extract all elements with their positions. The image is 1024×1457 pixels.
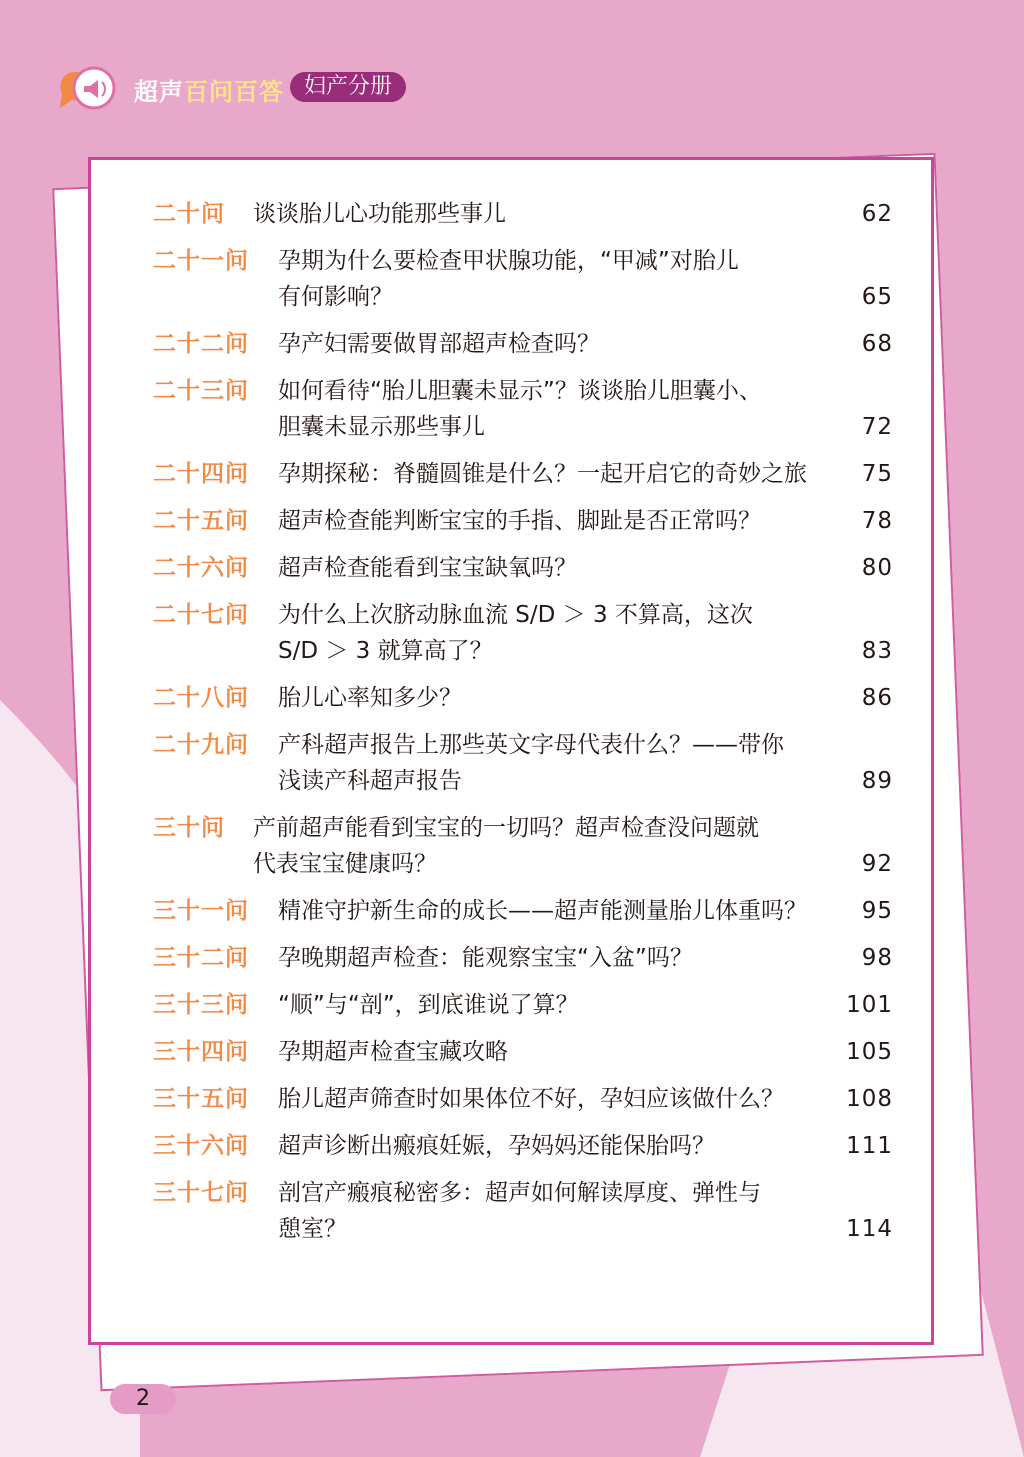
toc-line: [153, 727, 893, 763]
toc-line: [153, 1211, 893, 1247]
dot-leader: [522, 196, 837, 232]
toc-line: [153, 196, 893, 232]
dot-leader: [729, 1128, 837, 1164]
page-leader: [414, 279, 893, 315]
dot-leader: [783, 503, 837, 539]
dot-leader: [711, 940, 837, 976]
page-ref: 105: [846, 1039, 893, 1065]
question-title: 浅读产科超声报告: [278, 768, 462, 794]
toc-line: [153, 763, 893, 799]
toc-line: [153, 940, 893, 976]
toc-line: [153, 1034, 893, 1070]
question-number: 三十问: [153, 815, 225, 841]
toc-line: [153, 597, 893, 633]
page-ref: 83: [861, 638, 893, 664]
toc-line: [153, 846, 893, 882]
question-title: 产科超声报告上那些英文字母代表什么？——带你: [278, 732, 784, 758]
question-title: 代表宝宝健康吗？: [253, 851, 437, 877]
table-of-contents: [153, 196, 893, 1258]
page-ref: 72: [861, 414, 893, 440]
dot-leader: [477, 763, 837, 799]
toc-line: [153, 1081, 893, 1117]
toc-line: [153, 1128, 893, 1164]
question-title: S/D ＞ 3 就算高了？: [278, 638, 493, 664]
toc-entry[interactable]: [153, 940, 893, 976]
page-ref: 98: [861, 945, 893, 971]
dot-leader: [504, 409, 837, 445]
page-leader: [801, 1081, 893, 1117]
toc-entry[interactable]: [153, 456, 893, 492]
page-leader: [819, 893, 893, 929]
page-leader: [522, 1034, 893, 1070]
toc-entry[interactable]: [153, 1128, 893, 1164]
question-number: 二十四问: [153, 461, 249, 487]
dot-leader: [522, 1034, 837, 1070]
question-title: 超声诊断出瘢痕妊娠，孕妈妈还能保胎吗？: [278, 1133, 715, 1159]
question-number: 三十五问: [153, 1086, 249, 1112]
toc-line: [153, 987, 893, 1023]
dot-leader: [594, 987, 837, 1023]
dot-leader: [819, 893, 837, 929]
question-title: 产前超声能看到宝宝的一切吗？超声检查没问题就: [253, 815, 759, 841]
toc-entry[interactable]: [153, 987, 893, 1023]
toc-line: [153, 279, 893, 315]
page-ref: 78: [861, 508, 893, 534]
page-leader: [477, 763, 893, 799]
toc-entry[interactable]: [153, 326, 893, 362]
question-title: 精准守护新生命的成长——超声能测量胎儿体重吗？: [278, 898, 807, 924]
page-leader: [594, 987, 893, 1023]
page-leader: [711, 940, 893, 976]
question-title: 孕期为什么要检查甲状腺功能，“甲减”对胎儿: [278, 248, 739, 274]
toc-entry[interactable]: [153, 1081, 893, 1117]
toc-entry[interactable]: [153, 373, 893, 445]
toc-entry[interactable]: [153, 597, 893, 669]
question-title: 有何影响？: [278, 284, 393, 310]
page-leader: [459, 846, 893, 882]
page-leader: [477, 680, 893, 716]
toc-entry[interactable]: [153, 1175, 893, 1247]
page-ref: 92: [861, 851, 893, 877]
page-leader: [729, 1128, 893, 1164]
page-ref: 68: [861, 331, 893, 357]
page-ref: 108: [846, 1086, 893, 1112]
page-ref: 62: [861, 201, 893, 227]
toc-line: [153, 893, 893, 929]
chat-bubble-logo-icon: [56, 66, 120, 116]
question-title: 为什么上次脐动脉血流 S/D ＞ 3 不算高，这次: [278, 602, 753, 628]
question-number: 二十八问: [153, 685, 249, 711]
question-number: 三十四问: [153, 1039, 249, 1065]
page-ref: 89: [861, 768, 893, 794]
question-number: 二十六问: [153, 555, 249, 581]
question-number: 三十六问: [153, 1133, 249, 1159]
question-title: 憩室？: [278, 1216, 347, 1242]
toc-entry[interactable]: [153, 727, 893, 799]
subtitle-badge: 妇产分册: [290, 72, 406, 102]
question-title: 孕期超声检查宝藏攻略: [278, 1039, 508, 1065]
dot-leader: [513, 633, 837, 669]
toc-line: [153, 550, 893, 586]
dot-leader: [819, 456, 837, 492]
page-ref: 111: [846, 1133, 893, 1159]
page-leader: [783, 503, 893, 539]
question-title: 孕期探秘：脊髓圆锥是什么？一起开启它的奇妙之旅: [278, 461, 807, 487]
question-number: 二十九问: [153, 732, 249, 758]
toc-entry[interactable]: [153, 196, 893, 232]
toc-line: [153, 810, 893, 846]
toc-line: [153, 409, 893, 445]
question-title: 剖宫产瘢痕秘密多：超声如何解读厚度、弹性与: [278, 1180, 761, 1206]
page-ref: 101: [846, 992, 893, 1018]
toc-line: [153, 1175, 893, 1211]
question-title: 超声检查能判断宝宝的手指、脚趾是否正常吗？: [278, 508, 761, 534]
toc-line: [153, 503, 893, 539]
toc-line: [153, 456, 893, 492]
question-title: “顺”与“剖”，到底谁说了算？: [278, 992, 579, 1018]
page-leader: [513, 633, 893, 669]
toc-entry[interactable]: [153, 680, 893, 716]
page-ref: 95: [861, 898, 893, 924]
page-ref: 65: [861, 284, 893, 310]
question-title: 如何看待“胎儿胆囊未显示”？谈谈胎儿胆囊小、: [278, 378, 762, 404]
question-number: 二十五问: [153, 508, 249, 534]
toc-line: [153, 243, 893, 279]
page-ref: 75: [861, 461, 893, 487]
question-title: 孕晚期超声检查：能观察宝宝“入盆”吗？: [278, 945, 693, 971]
toc-entry[interactable]: [153, 810, 893, 882]
question-number: 三十二问: [153, 945, 249, 971]
toc-entry[interactable]: [153, 243, 893, 315]
page-ref: 86: [861, 685, 893, 711]
dot-leader: [594, 550, 837, 586]
toc-line: [153, 680, 893, 716]
brand-title: 超声百问百答: [134, 78, 284, 106]
question-number: 三十一问: [153, 898, 249, 924]
page-leader: [819, 456, 893, 492]
page-leader: [504, 409, 893, 445]
page-ref: 80: [861, 555, 893, 581]
page-leader: [621, 326, 893, 362]
toc-entry[interactable]: [153, 893, 893, 929]
dot-leader: [801, 1081, 837, 1117]
page-number: 2: [110, 1384, 176, 1414]
toc-entry[interactable]: [153, 1034, 893, 1070]
question-title: 超声检查能看到宝宝缺氧吗？: [278, 555, 577, 581]
toc-line: [153, 373, 893, 409]
question-number: 二十三问: [153, 378, 249, 404]
question-title: 孕产妇需要做胃部超声检查吗？: [278, 331, 600, 357]
page-leader: [522, 196, 893, 232]
dot-leader: [621, 326, 837, 362]
question-title: 胎儿心率知多少？: [278, 685, 462, 711]
page-leader: [594, 550, 893, 586]
question-number: 二十问: [153, 201, 225, 227]
page-leader: [369, 1211, 893, 1247]
page-ref: 114: [846, 1216, 893, 1242]
dot-leader: [369, 1211, 837, 1247]
question-title: 谈谈胎儿心功能那些事儿: [253, 201, 506, 227]
question-number: 三十三问: [153, 992, 249, 1018]
dot-leader: [477, 680, 837, 716]
toc-line: [153, 326, 893, 362]
toc-entry[interactable]: [153, 550, 893, 586]
toc-entry[interactable]: [153, 503, 893, 539]
question-number: 二十二问: [153, 331, 249, 357]
question-title: 胆囊未显示那些事儿: [278, 414, 485, 440]
question-number: 二十一问: [153, 248, 249, 274]
question-title: 胎儿超声筛查时如果体位不好，孕妇应该做什么？: [278, 1086, 784, 1112]
question-number: 二十七问: [153, 602, 249, 628]
toc-line: [153, 633, 893, 669]
question-number: 三十七问: [153, 1180, 249, 1206]
dot-leader: [459, 846, 837, 882]
toc-page: [88, 157, 934, 1345]
dot-leader: [414, 279, 837, 315]
